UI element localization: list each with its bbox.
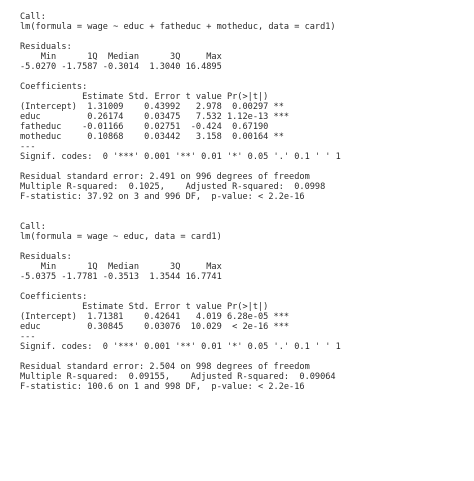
residual-standard-error: Residual standard error: 2.504 on 998 degrees of freedom	[20, 362, 310, 372]
coefficient-row: educ 0.30845 0.03076 10.029 < 2e-16 ***	[20, 322, 290, 332]
coefficient-row: motheduc 0.10868 0.03442 3.158 0.00164 **	[20, 132, 290, 142]
coefficient-row: fatheduc -0.01166 0.02751 -0.424 0.67190	[20, 122, 290, 132]
coefficients-columns: Estimate Std. Error t value Pr(>|t|)	[20, 92, 290, 102]
residuals-values: -5.0270 -1.7587 -0.3014 1.3040 16.4895	[20, 62, 227, 72]
coefficient-row: educ 0.26174 0.03475 7.532 1.12e-13 ***	[20, 112, 290, 122]
f-statistic: F-statistic: 100.6 on 1 and 998 DF, p-value: < 2.2e-16	[20, 382, 305, 392]
coefficients-columns: Estimate Std. Error t value Pr(>|t|)	[20, 302, 290, 312]
blank-line	[20, 202, 468, 212]
r-squared: Multiple R-squared: 0.1025, Adjusted R-squared: 0.0998	[20, 182, 331, 192]
signif-codes: Signif. codes: 0 '***' 0.001 '**' 0.01 '*' 0.05 '.' 0.1 ' ' 1	[20, 152, 341, 162]
blank-line	[20, 282, 468, 292]
model-summary-1	[20, 12, 468, 202]
residuals-header: Residuals:	[20, 252, 72, 262]
call-header: Call:	[20, 12, 46, 22]
separator: ---	[20, 332, 36, 342]
call-header: Call:	[20, 222, 46, 232]
model-summary-2	[20, 222, 468, 392]
residuals-values: -5.0375 -1.7781 -0.3513 1.3544 16.7741	[20, 272, 227, 282]
blank-line	[20, 32, 468, 42]
coefficient-row: (Intercept) 1.31009 0.43992 2.978 0.00297 **	[20, 102, 290, 112]
blank-line	[20, 72, 468, 82]
r-squared: Multiple R-squared: 0.09155, Adjusted R-squared: 0.09064	[20, 372, 341, 382]
blank-line	[20, 352, 468, 362]
residuals-labels: Min 1Q Median 3Q Max	[20, 52, 227, 62]
residual-standard-error: Residual standard error: 2.491 on 996 degrees of freedom	[20, 172, 310, 182]
residuals-header: Residuals:	[20, 42, 72, 52]
call-formula: lm(formula = wage ~ educ + fatheduc + motheduc, data = card1)	[20, 22, 336, 32]
call-formula: lm(formula = wage ~ educ, data = card1)	[20, 232, 222, 242]
blank-line	[20, 212, 468, 222]
coefficients-header: Coefficients:	[20, 82, 88, 92]
coefficients-header: Coefficients:	[20, 292, 88, 302]
separator: ---	[20, 142, 36, 152]
blank-line	[20, 242, 468, 252]
blank-line	[20, 162, 468, 172]
residuals-labels: Min 1Q Median 3Q Max	[20, 262, 227, 272]
coefficient-row: (Intercept) 1.71381 0.42641 4.019 6.28e-05 ***	[20, 312, 290, 322]
signif-codes: Signif. codes: 0 '***' 0.001 '**' 0.01 '*' 0.05 '.' 0.1 ' ' 1	[20, 342, 341, 352]
f-statistic: F-statistic: 37.92 on 3 and 996 DF, p-value: < 2.2e-16	[20, 192, 305, 202]
